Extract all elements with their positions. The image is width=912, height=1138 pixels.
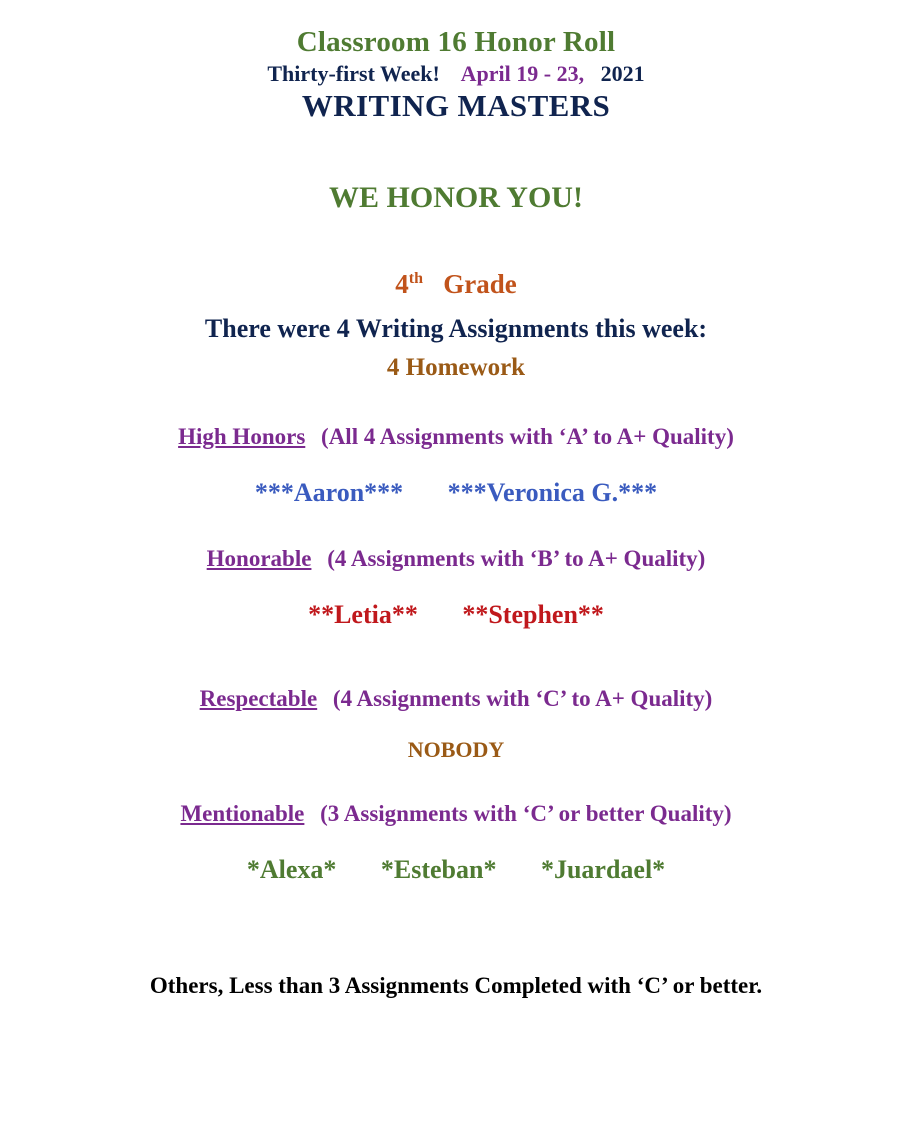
tier-label: Honorable	[206, 546, 312, 571]
tier-names-mentionable	[40, 855, 872, 885]
student-name: **Stephen**	[462, 600, 604, 629]
tier-criteria: (All 4 Assignments with ‘A’ to A+ Quality)	[321, 424, 734, 449]
tier-heading-mentionable	[40, 801, 872, 827]
footer-note: Others, Less than 3 Assignments Completed with ‘C’ or better.	[149, 973, 763, 998]
tier-label: Respectable	[199, 686, 318, 711]
student-name: ***Veronica G.***	[447, 478, 658, 507]
tier-label: Mentionable	[180, 801, 305, 826]
tier-names-honorable	[40, 600, 872, 630]
student-name: **Letia**	[308, 600, 418, 629]
student-name: *Juardael*	[540, 855, 666, 884]
homework-summary: 4 Homework	[386, 354, 526, 381]
date-range: April 19 - 23,	[460, 61, 585, 86]
student-name: *Alexa*	[246, 855, 337, 884]
student-name: ***Aaron***	[254, 478, 404, 507]
week-label: Thirty-first Week!	[267, 61, 440, 86]
tier-names-high-honors	[40, 478, 872, 508]
subject-title: WRITING MASTERS	[301, 88, 611, 123]
honor-banner: WE HONOR YOU!	[329, 181, 583, 214]
grade-level	[40, 269, 872, 300]
grade-ordinal-suffix: th	[408, 270, 423, 287]
student-name: *Esteban*	[380, 855, 497, 884]
week-and-date-line	[40, 61, 872, 87]
tier-heading-honorable	[40, 546, 872, 572]
tier-criteria: (3 Assignments with ‘C’ or better Quality)	[320, 801, 732, 826]
tier-heading-respectable	[40, 686, 872, 712]
tier-names-respectable: NOBODY	[407, 737, 505, 762]
assignments-summary: There were 4 Writing Assignments this week:	[204, 314, 708, 343]
page-title: Classroom 16 Honor Roll	[296, 26, 616, 58]
tier-criteria: (4 Assignments with ‘B’ to A+ Quality)	[327, 546, 706, 571]
tier-heading-high-honors	[40, 424, 872, 450]
grade-word: Grade	[443, 269, 517, 299]
tier-criteria: (4 Assignments with ‘C’ to A+ Quality)	[332, 686, 713, 711]
year: 2021	[600, 61, 645, 86]
tier-label: High Honors	[178, 424, 306, 449]
grade-number: 4	[395, 269, 409, 299]
